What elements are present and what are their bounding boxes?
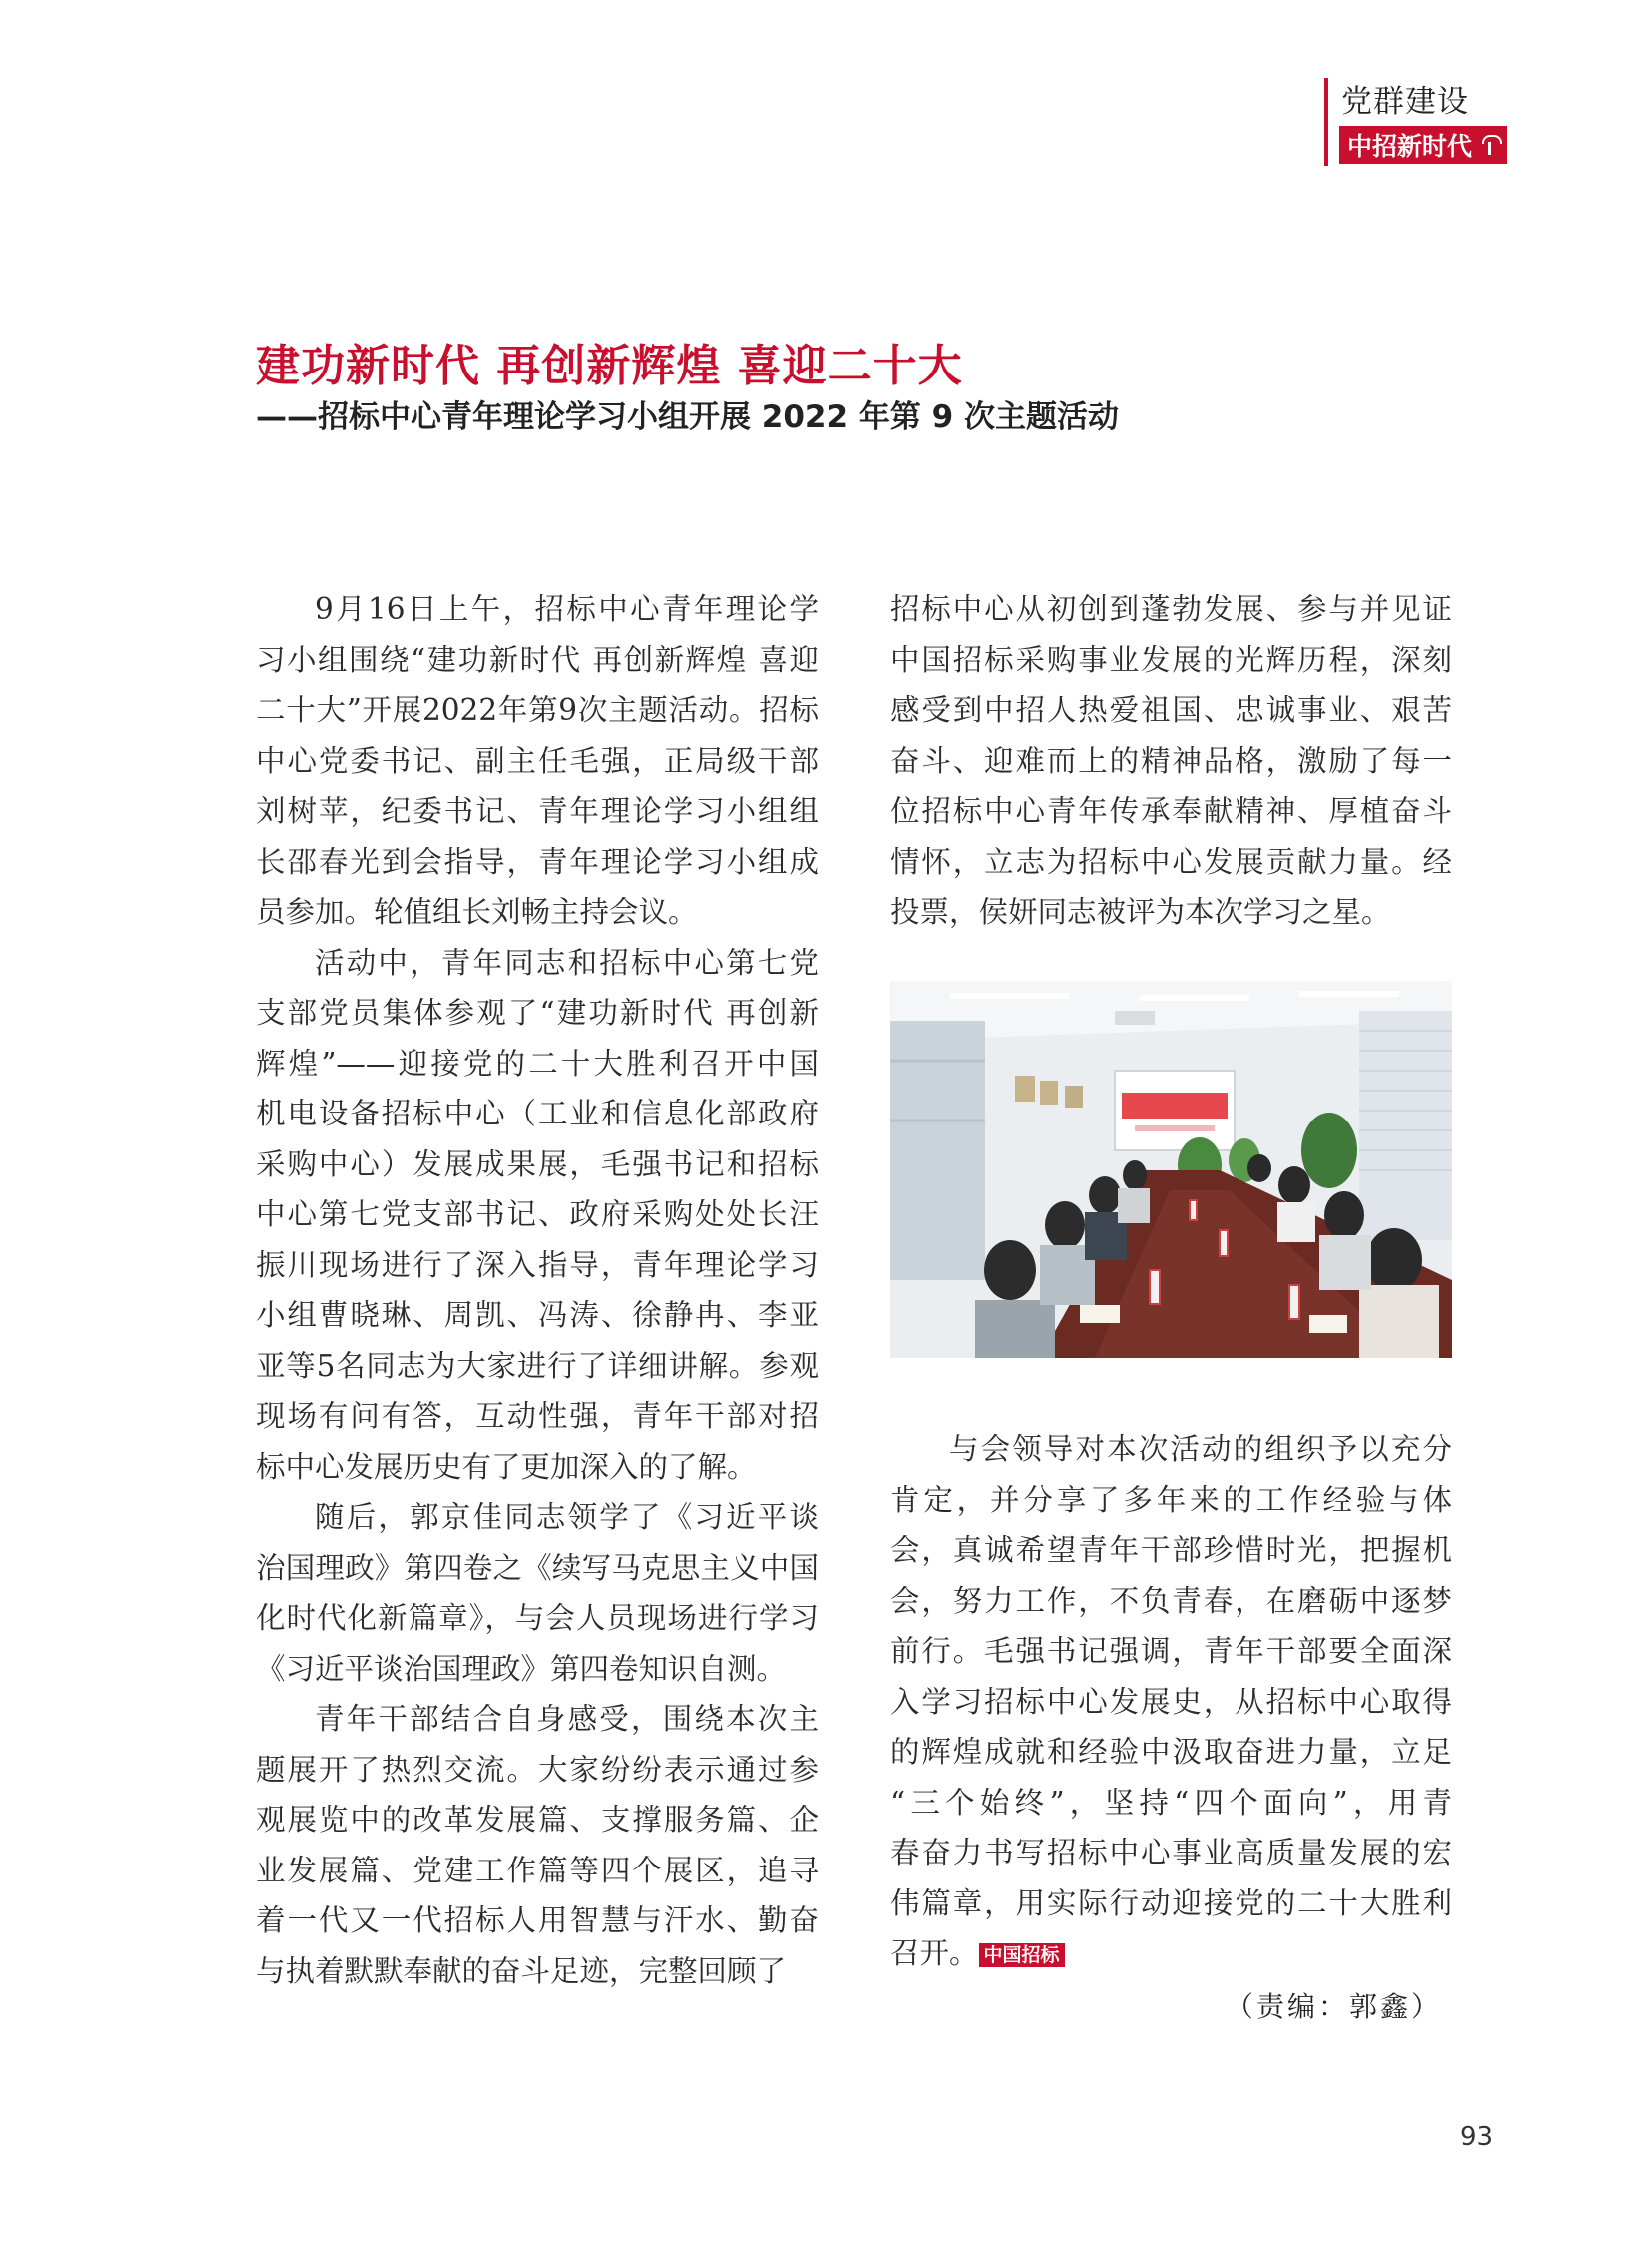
article-title: 建功新时代 再创新辉煌 喜迎二十大: [256, 341, 963, 391]
text-line: “三个始终”，坚持“四个面向”，用青: [890, 1785, 1452, 1820]
text-line: 中心党委书记、副主任毛强，正局级干部: [256, 743, 819, 778]
text-line: 小组曹晓琳、周凯、冯涛、徐静冉、李亚: [256, 1298, 819, 1332]
text-line: 奋斗、迎难而上的精神品格，激励了每一: [890, 743, 1452, 778]
text-line: 治国理政》第四卷之《续写马克思主义中国: [256, 1550, 819, 1585]
text-line: 中国招标采购事业发展的光辉历程，深刻: [890, 642, 1452, 677]
text-line: 观展览中的改革发展篇、支撑服务篇、企: [256, 1803, 819, 1837]
text-line: 会，努力工作，不负青春，在磨砺中逐梦: [890, 1583, 1452, 1618]
text-line: 情怀，立志为招标中心发展贡献力量。经: [890, 844, 1452, 879]
text-line: 业发展篇、党建工作篇等四个展区，追寻: [256, 1853, 819, 1887]
text-line: 现场有问有答，互动性强，青年干部对招: [256, 1399, 819, 1433]
left-column: [256, 584, 819, 1996]
text-line: 青年干部结合自身感受，围绕本次主: [315, 1702, 819, 1736]
text-line: 会，真诚希望青年干部珍惜时光，把握机: [890, 1533, 1452, 1567]
text-line: 投票，侯妍同志被评为本次学习之星。: [890, 895, 1391, 929]
text-line: 肯定，并分享了多年来的工作经验与体: [890, 1482, 1452, 1517]
text-line: 标中心发展历史有了更加深入的了解。: [256, 1449, 757, 1484]
section-bar: [1324, 78, 1328, 166]
text-line: 化时代化新篇章》，与会人员现场进行学习: [256, 1601, 819, 1635]
text-line: 习小组围绕“建功新时代 再创新辉煌 喜迎: [256, 642, 819, 677]
text-line: 机电设备招标中心（工业和信息化部政府: [256, 1097, 819, 1130]
text-line: 召开。 中国招标: [890, 1928, 1452, 1979]
text-line: 着一代又一代招标人用智慧与汗水、勤奋: [256, 1903, 819, 1937]
right-column-bottom: [890, 1424, 1452, 1979]
text-line: 前行。毛强书记强调，青年干部要全面深: [890, 1634, 1452, 1668]
page-number: 93: [1460, 2122, 1494, 2152]
editor-credit: （责编：郭鑫）: [1225, 1990, 1442, 2023]
text-line: 的辉煌成就和经验中汲取奋进力量，立足: [890, 1735, 1452, 1769]
text-line: 感受到中招人热爱祖国、忠诚事业、艰苦: [890, 693, 1452, 727]
text-line: 与会领导对本次活动的组织予以充分: [949, 1432, 1452, 1466]
text-line: 与执着默默奉献的奋斗足迹，完整回顾了: [256, 1953, 787, 1988]
text-line: 长邵春光到会指导，青年理论学习小组成: [256, 844, 819, 879]
text-line: 《习近平谈治国理政》第四卷知识自测。: [256, 1651, 787, 1686]
text-line: 采购中心）发展成果展，毛强书记和招标: [256, 1146, 819, 1181]
brand-text: 中招新时代: [1347, 132, 1473, 161]
text-line: 9月16日上午，招标中心青年理论学: [315, 592, 819, 626]
text-line: 刘树苹，纪委书记、青年理论学习小组组: [256, 794, 819, 828]
text-line: 二十大”开展2022年第9次主题活动。招标: [256, 693, 819, 727]
article-subtitle: ——招标中心青年理论学习小组开展 2022 年第 9 次主题活动: [256, 399, 1120, 435]
right-column-top: [890, 584, 1452, 938]
text-line: 支部党员集体参观了“建功新时代 再创新: [256, 996, 819, 1030]
text-line: 振川现场进行了深入指导，青年理论学习: [256, 1247, 819, 1282]
brand-tag: [1339, 126, 1507, 164]
text-line: 亚等5名同志为大家进行了详细讲解。参观: [256, 1348, 819, 1383]
text-line: 活动中，青年同志和招标中心第七党: [315, 945, 819, 980]
text-line: 春奋力书写招标中心事业高质量发展的宏: [890, 1836, 1452, 1869]
china-bidding-logo: 中国招标: [979, 1943, 1065, 1967]
text-line: 位招标中心青年传承奉献精神、厚植奋斗: [890, 794, 1452, 828]
text-line: 中心第七党支部书记、政府采购处处长汪: [256, 1197, 819, 1231]
section-title: 党群建设: [1341, 84, 1469, 120]
text-line: 入学习招标中心发展史，从招标中心取得: [890, 1684, 1452, 1719]
meeting-photo: [890, 981, 1452, 1358]
text-line: 员参加。轮值组长刘畅主持会议。: [256, 895, 698, 929]
text-line: 辉煌”——迎接党的二十大胜利召开中国: [256, 1046, 819, 1081]
text-line: 伟篇章，用实际行动迎接党的二十大胜利: [890, 1885, 1452, 1920]
text-line: 随后，郭京佳同志领学了《习近平谈: [315, 1500, 819, 1534]
brand-logo-icon: [1480, 134, 1500, 156]
text-line: 题展开了热烈交流。大家纷纷表示通过参: [256, 1752, 819, 1787]
text-line: 招标中心从初创到蓬勃发展、参与并见证: [890, 592, 1452, 626]
